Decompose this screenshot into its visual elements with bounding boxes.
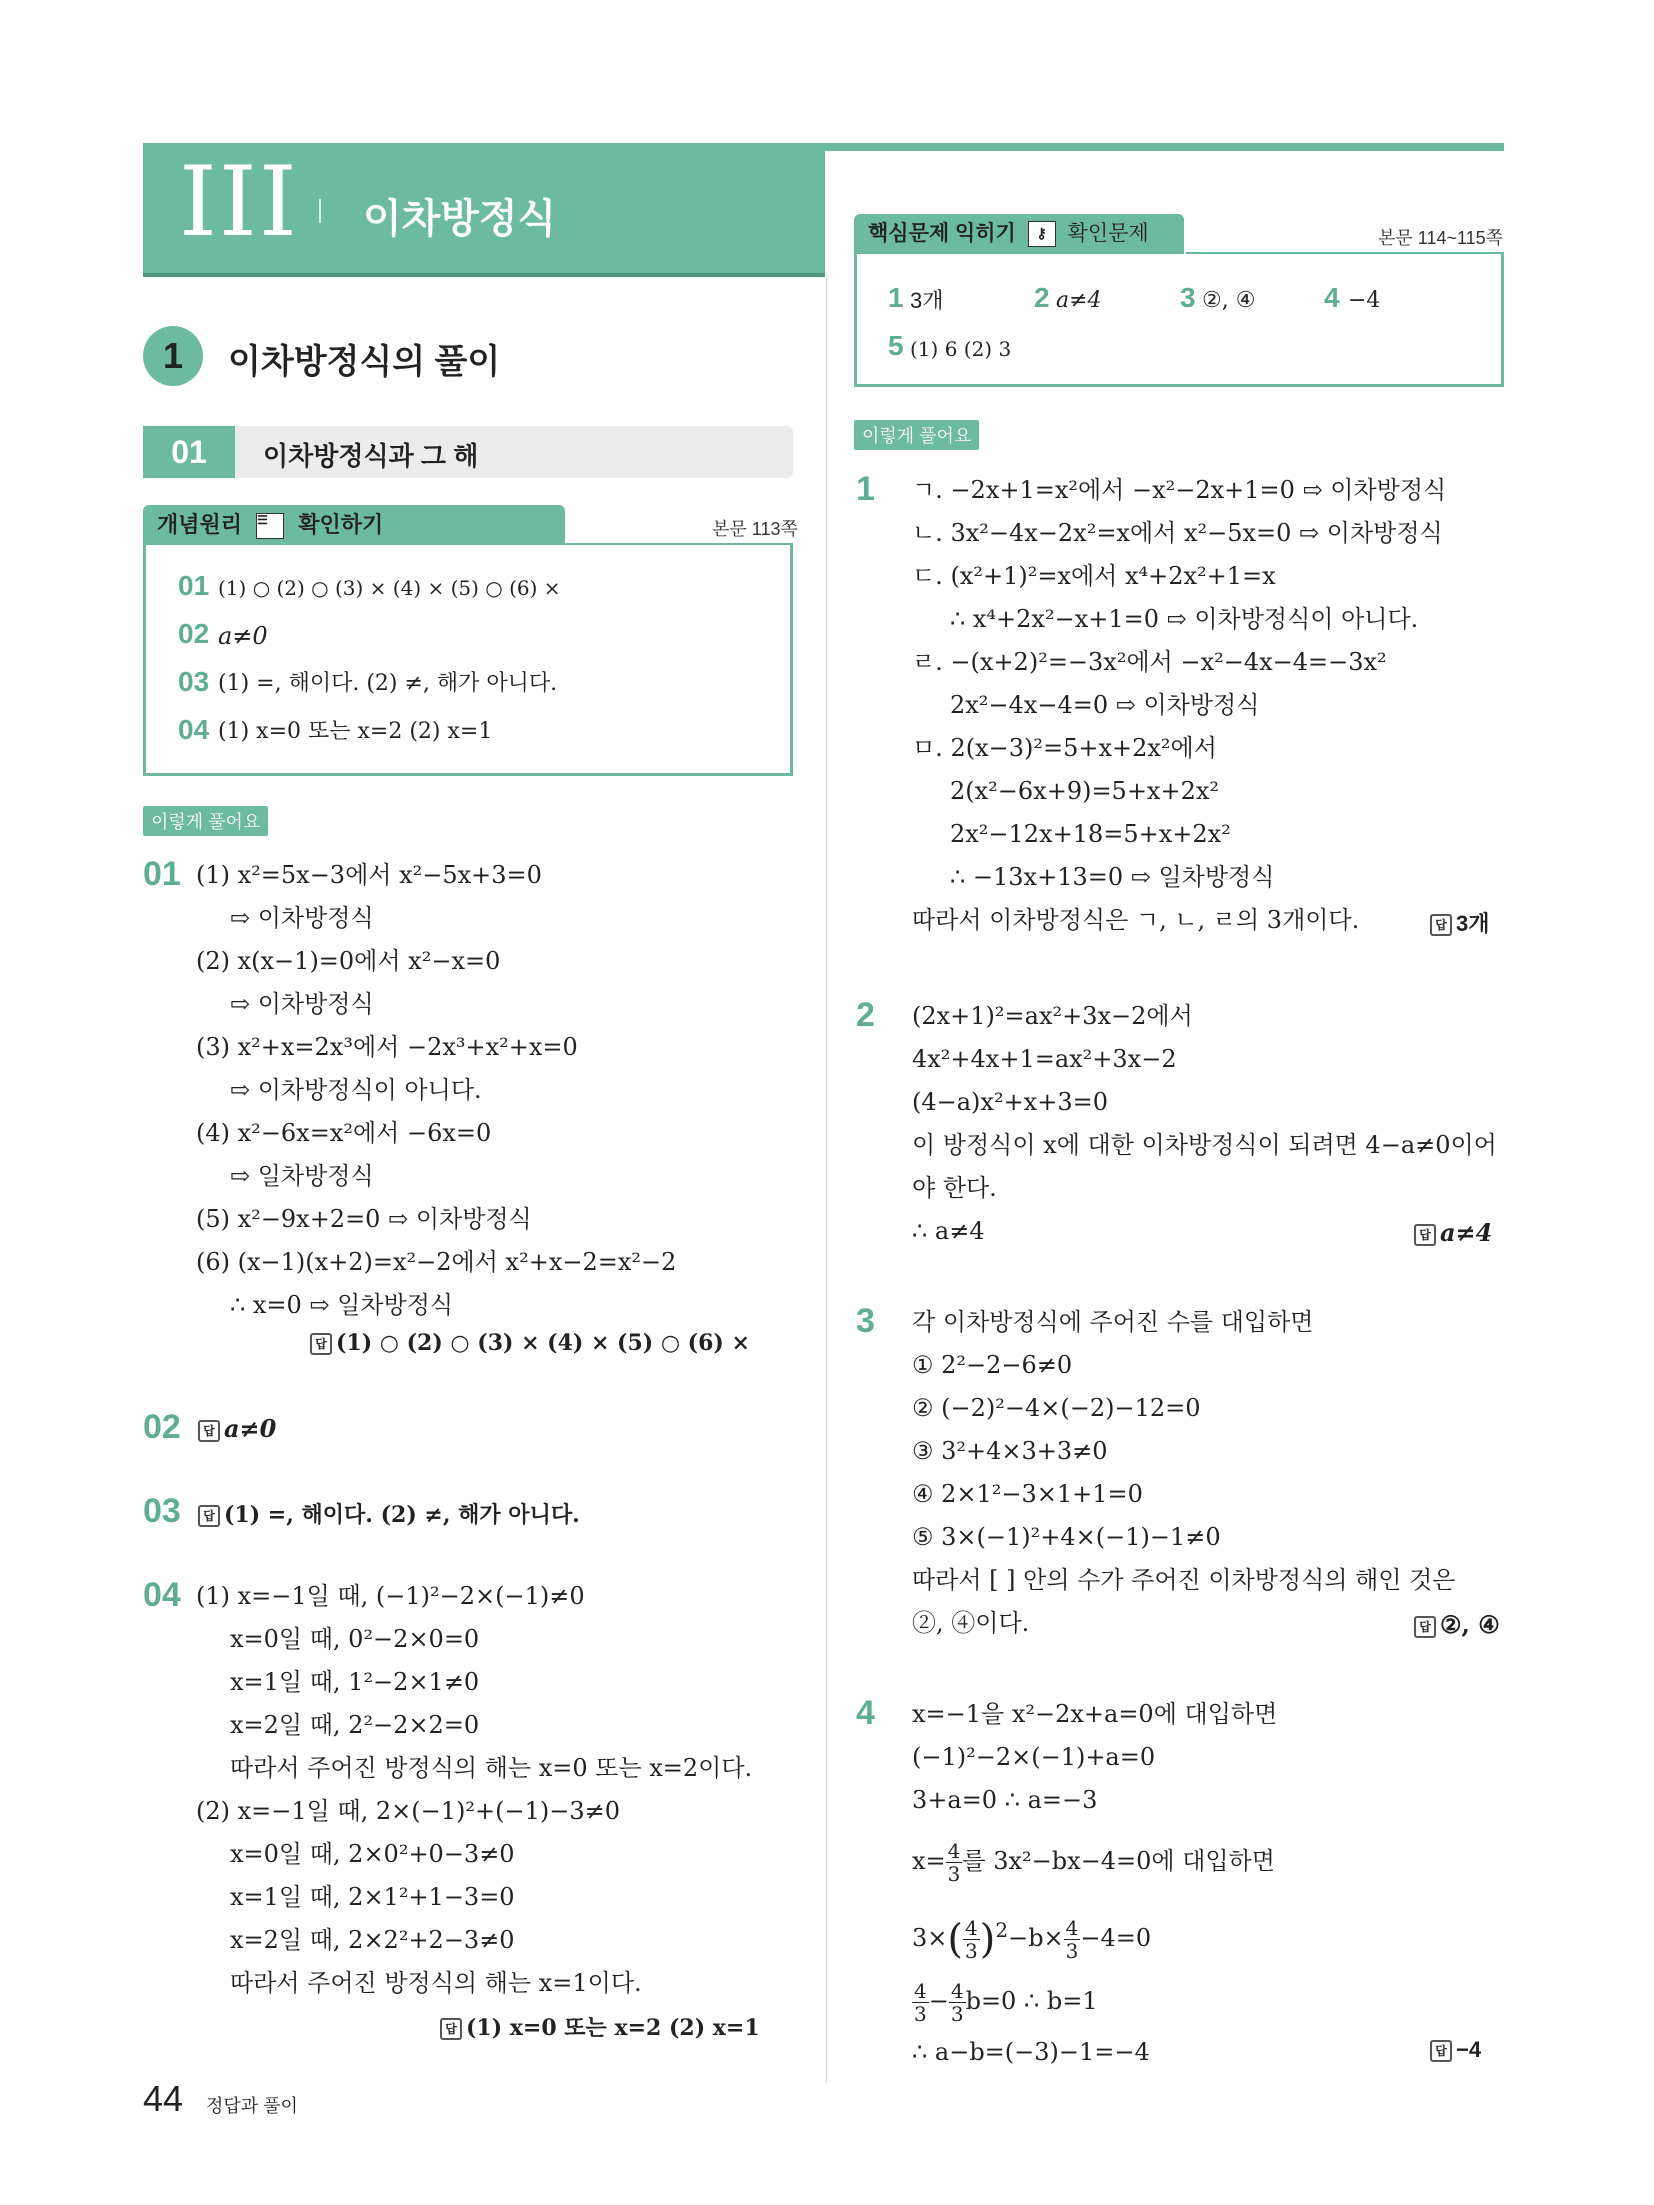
concept-row-num: 02 bbox=[178, 618, 210, 649]
solution-line: ㄹ. −(x+2)²=−3x²에서 −x²−4x−4=−3x² bbox=[912, 648, 1387, 676]
core-box bbox=[854, 254, 1504, 387]
solution-line: ㄷ. (x²+1)²=x에서 x⁴+2x²+1=x bbox=[912, 562, 1276, 590]
solution-line: (2) x(x−1)=0에서 x²−x=0 bbox=[196, 947, 501, 975]
subsection-title: 이차방정식과 그 해 bbox=[263, 441, 479, 471]
answer-text: a≠0 bbox=[224, 1414, 277, 1443]
fraction bbox=[946, 1840, 963, 1885]
solution-line: 2x²−4x−4=0 ⇨ 이차방정식 bbox=[950, 691, 1260, 719]
solution-answer bbox=[440, 2011, 760, 2042]
substitute-text: 를 3x²−bx−4=0에 대입하면 bbox=[962, 1847, 1275, 1875]
solution-line: ②, ④이다. bbox=[912, 1609, 1030, 1637]
answer-icon: 답 bbox=[198, 1420, 220, 1442]
answer-text: −4 bbox=[1456, 2037, 1482, 2062]
solution-line: ㄴ. 3x²−4x−2x²=x에서 x²−5x=0 ⇨ 이차방정식 bbox=[912, 519, 1443, 547]
solution-line: 2x²−12x+18=5+x+2x² bbox=[950, 820, 1231, 848]
section-title: 이차방정식의 풀이 bbox=[228, 343, 501, 381]
solution-line: (2) x=−1일 때, 2×(−1)²+(−1)−3≠0 bbox=[196, 1797, 620, 1825]
solution-line: 따라서 주어진 방정식의 해는 x=0 또는 x=2이다. bbox=[230, 1754, 753, 1782]
concept-row-num: 01 bbox=[178, 570, 210, 601]
solution-line: ∴ a−b=(−3)−1=−4 bbox=[912, 2038, 1150, 2066]
solution-number: 01 bbox=[143, 855, 181, 893]
concept-row-text: (1) =, 해이다. (2) ≠, 해가 아니다. bbox=[218, 671, 558, 696]
concept-tab-action: 확인하기 bbox=[298, 512, 384, 537]
unit-banner bbox=[143, 143, 825, 277]
solution-line: (3) x²+x=2x³에서 −2x³+x²+x=0 bbox=[196, 1033, 578, 1061]
answer-text: 3개 bbox=[1456, 911, 1490, 936]
solution-line: x=2일 때, 2×2²+2−3≠0 bbox=[230, 1926, 515, 1954]
answer-icon: 답 bbox=[1430, 914, 1452, 936]
solution-tag: 이렇게 풀어요 bbox=[854, 420, 979, 450]
core-tab-action: 확인문제 bbox=[1067, 222, 1149, 245]
column-divider bbox=[826, 273, 827, 2083]
fraction-denominator: 3 bbox=[1065, 1939, 1079, 1963]
footer-label: 정답과 풀이 bbox=[206, 2096, 298, 2116]
solution-line: ∴ x=0 ⇨ 일차방정식 bbox=[230, 1291, 454, 1319]
answer-text: ②, ④ bbox=[1440, 1610, 1500, 1639]
core-item-num: 4 bbox=[1324, 282, 1340, 313]
solution-line: 따라서 이차방정식은 ㄱ, ㄴ, ㄹ의 3개이다. bbox=[912, 906, 1360, 934]
solution-line: 3+a=0 ∴ a=−3 bbox=[912, 1786, 1098, 1814]
fraction-numerator: 4 bbox=[950, 1979, 964, 2003]
fraction-denominator: 3 bbox=[965, 1939, 978, 1963]
solution-line: (4) x²−6x=x²에서 −6x=0 bbox=[196, 1119, 492, 1147]
b-result: b=0 ∴ b=1 bbox=[965, 1987, 1098, 2015]
unit-divider bbox=[319, 199, 321, 223]
solution-answer bbox=[1430, 907, 1490, 938]
concept-page-ref: 본문 113쪽 bbox=[712, 519, 798, 539]
concept-row-num: 03 bbox=[178, 666, 210, 697]
solution-answer bbox=[198, 1498, 580, 1529]
core-item-text: 3개 bbox=[910, 288, 944, 313]
solution-line bbox=[912, 1834, 1275, 1888]
solution-line: x=0일 때, 2×0²+0−3≠0 bbox=[230, 1840, 515, 1868]
solution-number: 03 bbox=[143, 1492, 181, 1530]
answer-text: (1) x=0 또는 x=2 (2) x=1 bbox=[466, 2015, 760, 2041]
solution-number: 04 bbox=[143, 1576, 181, 1614]
fraction-numerator: 4 bbox=[947, 1839, 961, 1863]
core-item-num: 5 bbox=[888, 330, 904, 361]
solution-line: 이 방정식이 x에 대한 이차방정식이 되려면 4−a≠0이어 bbox=[912, 1131, 1497, 1159]
solution-line: ⇨ 이차방정식 bbox=[230, 990, 374, 1018]
answer-icon: 답 bbox=[198, 1505, 220, 1527]
fraction-numerator: 4 bbox=[1065, 1916, 1079, 1940]
solution-line: ⇨ 이차방정식이 아니다. bbox=[230, 1076, 482, 1104]
solution-answer bbox=[1414, 1610, 1500, 1639]
core-item-text: (1) 6 (2) 3 bbox=[910, 337, 1012, 361]
fraction-numerator: 4 bbox=[965, 1916, 978, 1940]
solution-line: (2x+1)²=ax²+3x−2에서 bbox=[912, 1002, 1193, 1030]
fraction bbox=[949, 1980, 966, 2025]
fraction-denominator: 3 bbox=[947, 1862, 961, 1886]
concept-row-text: (1) ○ (2) ○ (3) × (4) × (5) ○ (6) × bbox=[218, 576, 561, 600]
solution-number: 1 bbox=[856, 470, 875, 508]
subsection-number: 01 bbox=[143, 426, 235, 478]
solution-line: (1) x²=5x−3에서 x²−5x+3=0 bbox=[196, 861, 542, 889]
solution-line: ⇨ 이차방정식 bbox=[230, 904, 374, 932]
concept-row-text: (1) x=0 또는 x=2 (2) x=1 bbox=[218, 719, 493, 744]
subsection-bar bbox=[143, 426, 793, 478]
answer-text: (1) =, 해이다. (2) ≠, 해가 아니다. bbox=[224, 1502, 580, 1528]
fraction bbox=[1064, 1917, 1081, 1962]
solution-answer bbox=[310, 1330, 750, 1356]
solution-answer bbox=[1414, 1218, 1492, 1247]
solution-number: 2 bbox=[856, 996, 875, 1034]
core-tab-label: 핵심문제 익히기 bbox=[868, 222, 1016, 245]
solution-line: (4−a)x²+x+3=0 bbox=[912, 1088, 1108, 1116]
solution-line: 따라서 주어진 방정식의 해는 x=1이다. bbox=[230, 1969, 642, 1997]
solution-line: ⑤ 3×(−1)²+4×(−1)−1≠0 bbox=[912, 1523, 1221, 1551]
solution-line: x=2일 때, 2²−2×2=0 bbox=[230, 1711, 480, 1739]
section-number-badge bbox=[143, 326, 203, 386]
unit-numeral: III bbox=[179, 146, 299, 258]
solution-line: x=1일 때, 1²−2×1≠0 bbox=[230, 1668, 480, 1696]
answer-icon: 답 bbox=[1414, 1616, 1436, 1638]
solution-line: 3×( $\frac{4}{3}$ )$^2$−b× $\frac{4}{3}$ −4=0 bbox=[912, 1916, 1152, 1963]
solution-line: ㄱ. −2x+1=x²에서 −x²−2x+1=0 ⇨ 이차방정식 bbox=[912, 476, 1447, 504]
section-number: 1 bbox=[162, 335, 184, 376]
solution-line: x=0일 때, 0²−2×0=0 bbox=[230, 1625, 480, 1653]
concept-row-text: a≠0 bbox=[218, 622, 268, 650]
solution-line: $\frac{4}{3}$ − $\frac{4}{3}$ b=0 ∴ b=1 bbox=[914, 1979, 1098, 2026]
solution-line: 각 이차방정식에 주어진 수를 대입하면 bbox=[912, 1308, 1314, 1336]
core-item-text: ②, ④ bbox=[1202, 288, 1256, 313]
answer-icon: 답 bbox=[310, 1333, 332, 1355]
x-equals: x= bbox=[912, 1847, 946, 1875]
solution-line: x=−1을 x²−2x+a=0에 대입하면 bbox=[912, 1700, 1278, 1728]
fraction bbox=[912, 1980, 929, 2025]
minus-four: −4=0 bbox=[1080, 1924, 1152, 1952]
solution-line: ∴ a≠4 bbox=[912, 1217, 985, 1245]
core-item-text: a≠4 bbox=[1056, 288, 1102, 313]
solution-number: 02 bbox=[143, 1408, 181, 1446]
three-times: 3× bbox=[912, 1924, 948, 1952]
concept-row-num: 04 bbox=[178, 714, 210, 745]
memo-icon: ☰ bbox=[256, 513, 284, 539]
solution-answer bbox=[1430, 2037, 1481, 2063]
fraction-denominator: 3 bbox=[914, 2002, 927, 2026]
core-item-num: 1 bbox=[888, 282, 904, 313]
core-item-num: 3 bbox=[1180, 282, 1196, 313]
solution-number: 4 bbox=[856, 1694, 875, 1732]
solution-line: (−1)²−2×(−1)+a=0 bbox=[912, 1743, 1156, 1771]
concept-tab-label: 개념원리 bbox=[157, 512, 243, 537]
core-item-num: 2 bbox=[1034, 282, 1050, 313]
solution-line: ② (−2)²−4×(−2)−12=0 bbox=[912, 1394, 1201, 1422]
solution-line: ③ 3²+4×3+3≠0 bbox=[912, 1437, 1108, 1465]
solution-tag: 이렇게 풀어요 bbox=[143, 806, 268, 836]
core-page-ref: 본문 114~115쪽 bbox=[1378, 228, 1504, 248]
solution-answer bbox=[198, 1414, 276, 1443]
fraction-denominator: 3 bbox=[950, 2002, 964, 2026]
solution-line: 4x²+4x+1=ax²+3x−2 bbox=[912, 1045, 1177, 1073]
page-number: 44 bbox=[143, 2078, 184, 2119]
concept-tab bbox=[143, 505, 565, 545]
answer-icon: 답 bbox=[440, 2018, 462, 2040]
solution-number: 3 bbox=[856, 1302, 875, 1340]
solution-line: (1) x=−1일 때, (−1)²−2×(−1)≠0 bbox=[196, 1582, 585, 1610]
top-rule bbox=[822, 143, 1504, 151]
solution-line: 2(x²−6x+9)=5+x+2x² bbox=[950, 777, 1220, 805]
solution-line: ④ 2×1²−3×1+1=0 bbox=[912, 1480, 1143, 1508]
fraction bbox=[963, 1917, 980, 1962]
solution-line: (5) x²−9x+2=0 ⇨ 이차방정식 bbox=[196, 1205, 532, 1233]
answer-icon: 답 bbox=[1430, 2040, 1452, 2062]
key-icon: ⚷ bbox=[1028, 221, 1056, 247]
answer-text: a≠4 bbox=[1440, 1218, 1493, 1247]
solution-line: ㅁ. 2(x−3)²=5+x+2x²에서 bbox=[912, 734, 1217, 762]
solution-line: 따라서 [ ] 안의 수가 주어진 이차방정식의 해인 것은 bbox=[912, 1566, 1456, 1594]
unit-title: 이차방정식 bbox=[363, 197, 557, 241]
solution-line: x=1일 때, 2×1²+1−3=0 bbox=[230, 1883, 515, 1911]
minus-b-times: −b× bbox=[1008, 1924, 1064, 1952]
fraction-numerator: 4 bbox=[914, 1979, 927, 2003]
solution-line: 야 한다. bbox=[912, 1174, 997, 1202]
solution-line: ∴ x⁴+2x²−x+1=0 ⇨ 이차방정식이 아니다. bbox=[950, 605, 1419, 633]
solution-line: ∴ −13x+13=0 ⇨ 일차방정식 bbox=[950, 863, 1275, 891]
solution-line: (6) (x−1)(x+2)=x²−2에서 x²+x−2=x²−2 bbox=[196, 1248, 677, 1276]
answer-text: (1) ○ (2) ○ (3) × (4) × (5) ○ (6) × bbox=[336, 1330, 750, 1356]
core-tab bbox=[854, 214, 1184, 254]
answer-icon: 답 bbox=[1414, 1224, 1436, 1246]
core-item-text: −4 bbox=[1348, 288, 1381, 313]
solution-line: ① 2²−2−6≠0 bbox=[912, 1351, 1073, 1379]
solution-line: ⇨ 일차방정식 bbox=[230, 1162, 374, 1190]
